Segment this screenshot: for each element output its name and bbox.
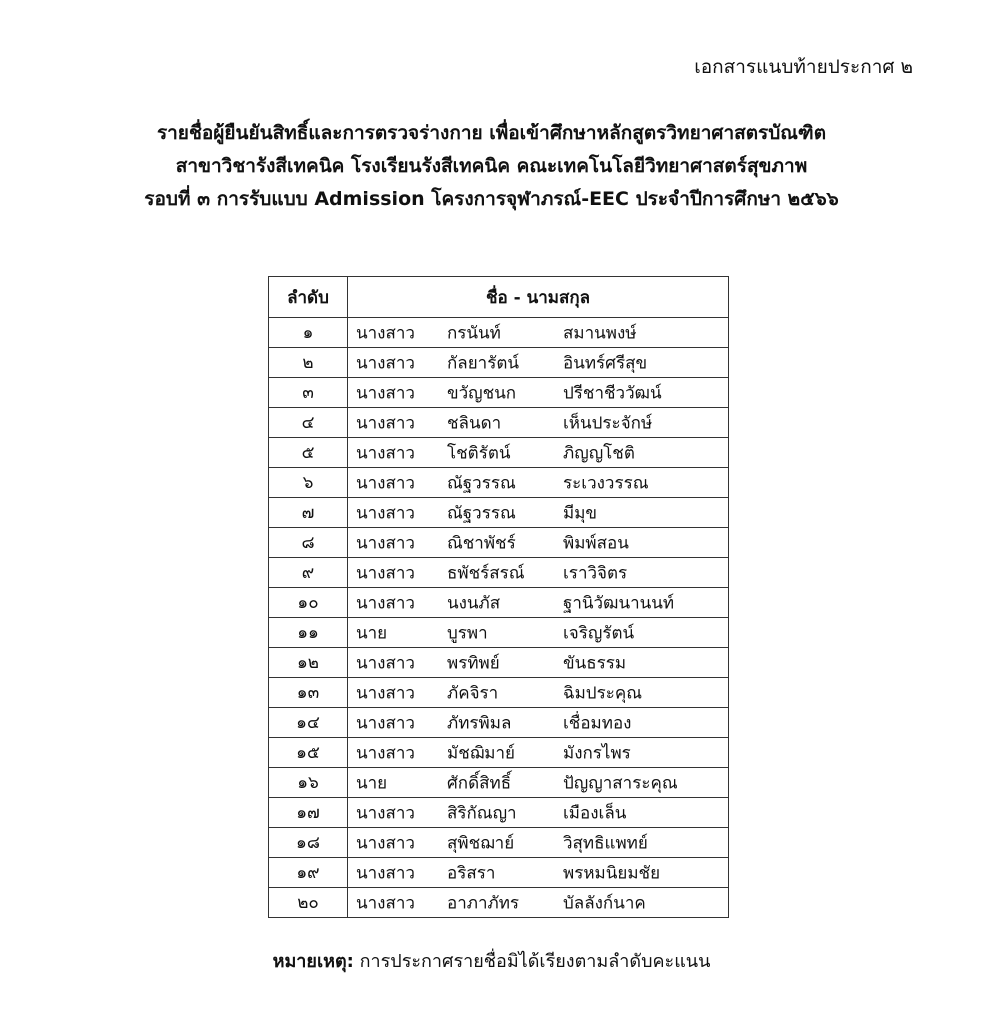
row-title: นางสาว [356, 743, 415, 763]
table-row [269, 798, 729, 828]
row-fullname [348, 498, 729, 528]
title-line: สาขาวิชารังสีเทคนิค โรงเรียนรังสีเทคนิค คณะเทคโนโลยีวิทยาศาสตร์สุขภาพ [175, 155, 808, 177]
row-number: ๙ [269, 558, 348, 588]
row-number: ๑๑ [269, 618, 348, 648]
table-row [269, 858, 729, 888]
row-title: นางสาว [356, 353, 415, 373]
row-title: นางสาว [356, 863, 415, 883]
row-number: ๑๘ [269, 828, 348, 858]
row-last-name: สมานพงษ์ [563, 323, 637, 343]
row-number: ๑๔ [269, 708, 348, 738]
row-last-name: เจริญรัตน์ [563, 623, 635, 643]
row-fullname [348, 528, 729, 558]
row-fullname [348, 378, 729, 408]
row-fullname [348, 558, 729, 588]
table-row [269, 768, 729, 798]
row-fullname [348, 318, 729, 348]
row-fullname [348, 468, 729, 498]
row-first-name: โชติรัตน์ [447, 443, 511, 463]
row-last-name: มังกรไพร [563, 743, 631, 763]
row-fullname [348, 618, 729, 648]
row-last-name: ฉิมประคุณ [563, 683, 642, 703]
row-last-name: อินทร์ศรีสุข [563, 353, 648, 373]
row-title: นางสาว [356, 473, 415, 493]
attachment-label: เอกสารแนบท้ายประกาศ ๒ [694, 56, 913, 78]
row-fullname [348, 858, 729, 888]
row-title: นางสาว [356, 503, 415, 523]
row-number: ๑๐ [269, 588, 348, 618]
row-fullname [348, 798, 729, 828]
row-number: ๑๒ [269, 648, 348, 678]
row-title: นางสาว [356, 563, 415, 583]
row-first-name: บูรพา [447, 623, 488, 643]
row-last-name: บัลลังก์นาค [563, 893, 646, 913]
row-number: ๘ [269, 528, 348, 558]
row-last-name: พรหมนิยมชัย [563, 863, 661, 883]
row-first-name: ภัทรพิมล [447, 713, 512, 733]
row-number: ๑๕ [269, 738, 348, 768]
row-number: ๑ [269, 318, 348, 348]
row-first-name: ชลินดา [447, 413, 502, 433]
title-line: รอบที่ ๓ การรับแบบ Admission โครงการจุฬาภรณ์-EEC ประจำปีการศึกษา ๒๕๖๖ [144, 188, 839, 210]
row-first-name: ณิชาพัชร์ [447, 533, 516, 553]
row-number: ๖ [269, 468, 348, 498]
table-row [269, 348, 729, 378]
table-row [269, 828, 729, 858]
row-title: นาย [356, 623, 388, 643]
note-text: การประกาศรายชื่อมิได้เรียงตามลำดับคะแนน [353, 951, 711, 972]
row-first-name: สิริกัณญา [447, 803, 517, 823]
title-line: รายชื่อผู้ยืนยันสิทธิ์และการตรวจร่างกาย เพื่อเข้าศึกษาหลักสูตรวิทยาศาสตรบัณฑิต [156, 122, 827, 144]
row-title: นางสาว [356, 683, 415, 703]
row-title: นางสาว [356, 383, 415, 403]
row-last-name: ภิญญโชติ [563, 443, 635, 463]
row-last-name: เชื่อมทอง [563, 713, 632, 733]
row-first-name: มัชฌิมาย์ [447, 743, 515, 763]
table-header-row [269, 277, 729, 318]
row-number: ๑๖ [269, 768, 348, 798]
row-title: นางสาว [356, 713, 415, 733]
row-title: นาย [356, 773, 388, 793]
row-number: ๑๓ [269, 678, 348, 708]
row-fullname [348, 678, 729, 708]
row-number: ๗ [269, 498, 348, 528]
row-number: ๕ [269, 438, 348, 468]
row-title: นางสาว [356, 593, 415, 613]
row-fullname [348, 438, 729, 468]
row-title: นางสาว [356, 443, 415, 463]
row-first-name: นงนภัส [447, 593, 501, 613]
name-list-table [268, 276, 729, 918]
row-first-name: อริสรา [447, 863, 496, 883]
row-title: นางสาว [356, 803, 415, 823]
row-number: ๒ [269, 348, 348, 378]
row-number: ๑๙ [269, 858, 348, 888]
row-fullname [348, 708, 729, 738]
row-first-name: ณัฐวรรณ [447, 503, 516, 523]
table-row [269, 498, 729, 528]
table-row [269, 738, 729, 768]
table-row [269, 378, 729, 408]
table-body [269, 318, 729, 918]
row-title: นางสาว [356, 323, 415, 343]
table-row [269, 558, 729, 588]
row-number: ๔ [269, 408, 348, 438]
row-fullname [348, 648, 729, 678]
row-last-name: เมืองเล็น [563, 803, 627, 823]
row-first-name: ธพัชร์สรณ์ [447, 563, 525, 583]
row-first-name: กัลยารัตน์ [447, 353, 520, 373]
document-title [0, 117, 983, 216]
row-fullname [348, 588, 729, 618]
row-fullname [348, 828, 729, 858]
row-last-name: เห็นประจักษ์ [563, 413, 653, 433]
table-row [269, 318, 729, 348]
row-first-name: ขวัญชนก [447, 383, 517, 403]
table-row [269, 528, 729, 558]
row-number: ๒๐ [269, 888, 348, 918]
row-last-name: ฐานิวัฒนานนท์ [563, 593, 675, 613]
row-title: นางสาว [356, 893, 415, 913]
header-no: ลำดับ [269, 277, 348, 318]
row-last-name: วิสุทธิแพทย์ [563, 833, 648, 853]
row-last-name: เราวิจิตร [563, 563, 628, 583]
row-first-name: พรทิพย์ [447, 653, 500, 673]
row-first-name: กรนันท์ [447, 323, 501, 343]
table-row [269, 588, 729, 618]
table-row [269, 408, 729, 438]
table-row [269, 648, 729, 678]
row-title: นางสาว [356, 533, 415, 553]
row-title: นางสาว [356, 653, 415, 673]
row-fullname [348, 738, 729, 768]
table-row [269, 618, 729, 648]
row-last-name: ขันธรรม [563, 653, 627, 673]
row-last-name: ระเวงวรรณ [563, 473, 649, 493]
row-first-name: ภัคจิรา [447, 683, 499, 703]
footnote [0, 946, 983, 975]
row-last-name: มีมุข [563, 503, 598, 523]
table-row [269, 438, 729, 468]
row-fullname [348, 348, 729, 378]
row-first-name: ศักดิ์สิทธิ์ [447, 773, 512, 793]
table-row [269, 888, 729, 918]
row-title: นางสาว [356, 833, 415, 853]
row-last-name: พิมพ์สอน [563, 533, 629, 553]
row-number: ๑๗ [269, 798, 348, 828]
row-first-name: สุพิชฌาย์ [447, 833, 515, 853]
row-number: ๓ [269, 378, 348, 408]
row-last-name: ปรีชาชีววัฒน์ [563, 383, 662, 403]
row-fullname [348, 408, 729, 438]
row-fullname [348, 888, 729, 918]
note-label: หมายเหตุ: [272, 951, 354, 972]
row-first-name: ณัฐวรรณ [447, 473, 516, 493]
row-title: นางสาว [356, 413, 415, 433]
row-fullname [348, 768, 729, 798]
row-last-name: ปัญญาสาระคุณ [563, 773, 678, 793]
table-row [269, 468, 729, 498]
row-first-name: อาภาภัทร [447, 893, 520, 913]
header-name: ชื่อ - นามสกุล [348, 277, 729, 318]
table-row [269, 708, 729, 738]
table-row [269, 678, 729, 708]
